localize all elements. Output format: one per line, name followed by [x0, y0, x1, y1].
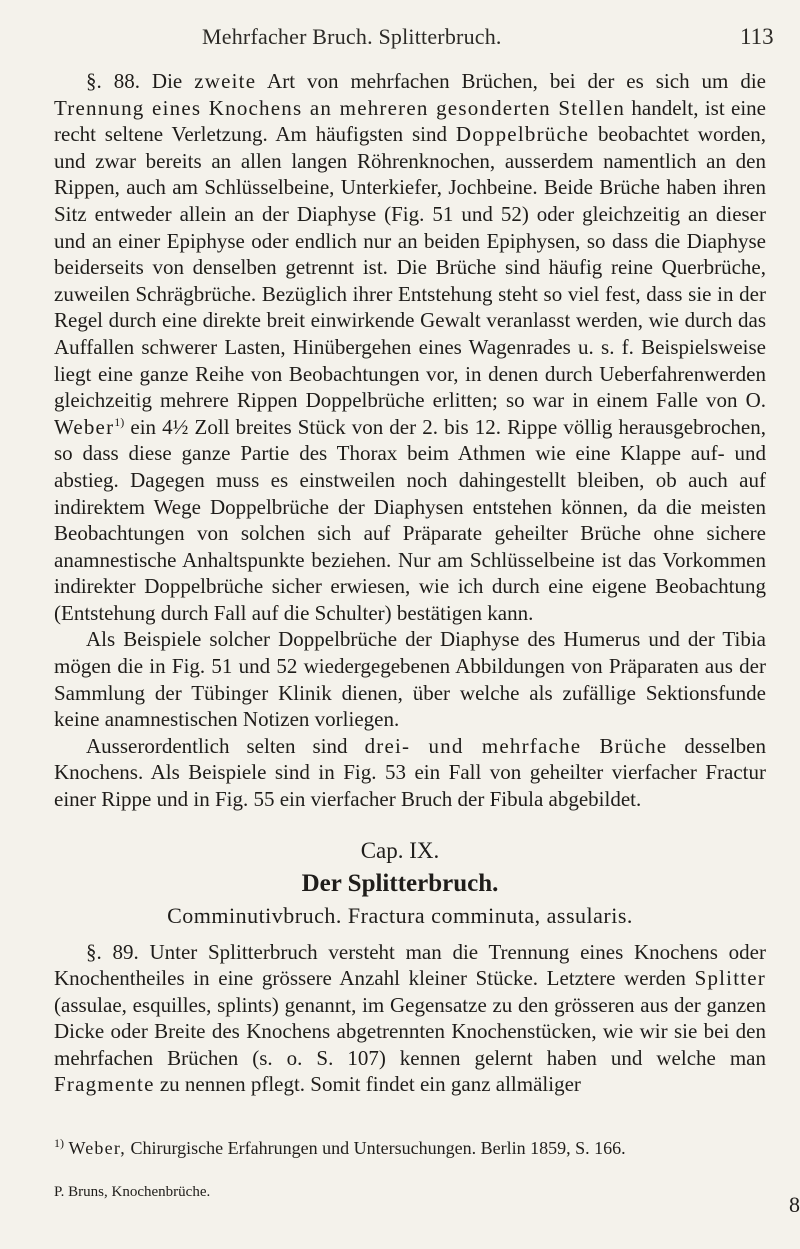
- sheet-number: 8: [789, 1192, 800, 1217]
- page-number: 113: [740, 24, 774, 49]
- section-88-text-1: Art von mehrfachen Brüchen, bei der es sich um die: [267, 69, 767, 93]
- footnote-author: Weber,: [68, 1138, 126, 1158]
- bottom-signature: P. Bruns, Knochenbrüche.: [54, 1184, 211, 1200]
- section-88-paragraph-2: Als Beispiele solcher Doppelbrüche der Diaphyse des Humerus und der Tibia mögen die in Fig. 51 und 52 wiedergegebenen Abbildungen von Präparaten aus der Sammlung der Tübinger Klinik dienen, über welche als zufällige Sektionsfunde keine anamnestischen Notizen vorliegen.: [54, 627, 766, 732]
- spaced-word-doppelbrueche: Doppelbrüche: [455, 122, 590, 147]
- author-weber: Weber: [54, 414, 115, 439]
- section-88-text-3: beobachtet worden, und zwar bereits an allen langen Röhrenknochen, ausserdem namentlich an den Rippen, auch am Schlüsselbeine, Unterkiefer, Jochbeine. Beide Brüche haben ihren Sitz entweder allein an der Diaphyse (Fig. 51 und 52) oder gleichzeitig an dieser und an einer Epiphyse oder endlich nur an beiden Epiphysen, so dass die Diaphyse beiderseits von denselben getrennt ist. Die Brüche sind häufig reine Querbrüche, zuweilen Schrägbrüche. Bezüglich ihrer Entstehung steht so viel fest, dass sie in der Regel durch eine direkte breit einwirkende Gewalt veranlasst werden, wie durch das Auffallen schwerer Lasten, Hinübergehen eines Wagenrades u. s. f. Beispielsweise liegt eine ganze Reihe von Beobachtungen vor, in denen durch Ueberfahrenwerden gleichzeitig mehrere Rippen Doppelbrüche erlitten; so war in einem Falle von O.: [54, 122, 767, 413]
- footnote-text: Chirurgische Erfahrungen und Untersuchungen. Berlin 1859, S. 166.: [130, 1138, 626, 1158]
- footnote-reference: 1): [114, 414, 125, 429]
- spaced-phrase-trennung: Trennung eines Knochens an mehreren gesonderten Stellen: [54, 95, 626, 120]
- footnote-divider: [54, 1133, 154, 1134]
- footnote: [54, 1137, 766, 1159]
- section-88-intro: §. 88. Die: [86, 69, 183, 93]
- section-88-text-2: handelt, ist eine recht seltene Verletzung. Am häufigsten sind: [54, 95, 766, 147]
- section-88-paragraph-3: [54, 733, 766, 813]
- section-89-text-2: zu nennen pflegt. Somit findet ein ganz allmäliger: [159, 1072, 581, 1097]
- section-88-paragraph-3-intro: Ausserordentlich selten sind: [86, 733, 348, 758]
- section-88-text-4: ein 4½ Zoll breites Stück von der 2. bis 12. Rippe völlig herausgebrochen, so dass diese ganze Partie des Thorax beim Athmen wie eine Klappe auf- und abstieg. Dagegen muss es einstweilen noch dahingestellt bleiben, ob auch auf indirektem Wege Doppelbrüche der Diaphysen entstehen können, da die meisten Beobachtungen von solchen sich auf Präparate geheilter Brüche ohne sichere anamnestische Anhaltspunkte beziehen. Nur am Schlüsselbeine ist das Vorkommen indirekter Doppelbrüche sicher erwiesen, wie ich durch eine eigene Beobachtung (Entstehung durch Fall auf die Schulter) bestätigen kann.: [54, 414, 767, 625]
- spaced-word-fragmente: Fragmente: [54, 1072, 155, 1097]
- section-89-body: [54, 939, 766, 1097]
- section-89-text-1: (assulae, esquilles, splints) genannt, im Gegensatze zu den grösseren aus der ganzen Dicke oder Breite des Knochens abgetrennten Knochenstücken, wie wir sie bei den mehrfachen Brüchen (s. o. S. 107) kennen gelernt haben und welche man: [54, 992, 766, 1070]
- chapter-subtitle: Comminutivbruch. Fractura comminuta, assularis.: [167, 903, 633, 928]
- section-88-paragraph-1: [54, 68, 766, 626]
- footnote-paragraph: [54, 1137, 766, 1159]
- footnote-marker: 1): [54, 1136, 64, 1150]
- section-89-intro: §. 89. Unter Splitterbruch versteht man die Trennung eines Knochens oder Knochentheiles in eine grössere Anzahl kleiner Stücke. Letztere werden: [54, 940, 766, 991]
- section-89-paragraph: [54, 939, 766, 1097]
- signature-line: [54, 1184, 800, 1228]
- spaced-word-splitter: Splitter: [694, 966, 766, 991]
- section-88-paragraph-3-text: desselben Knochens. Als Beispiele sind in Fig. 53 ein Fall von geheilter vierfacher Fractur einer Rippe und in Fig. 55 ein vierfacher Bruch der Fibula abgebildet.: [54, 733, 767, 812]
- chapter-title: Der Splitterbruch.: [301, 870, 499, 897]
- spaced-word-zweite: zweite: [194, 69, 257, 93]
- spaced-phrase-mehrfache-brueche: drei- und mehrfache Brüche: [364, 733, 668, 758]
- running-head: [0, 24, 800, 52]
- section-88-body: [54, 68, 766, 813]
- chapter-number: Cap. IX.: [360, 838, 440, 863]
- running-title: Mehrfacher Bruch. Splitterbruch.: [202, 24, 502, 49]
